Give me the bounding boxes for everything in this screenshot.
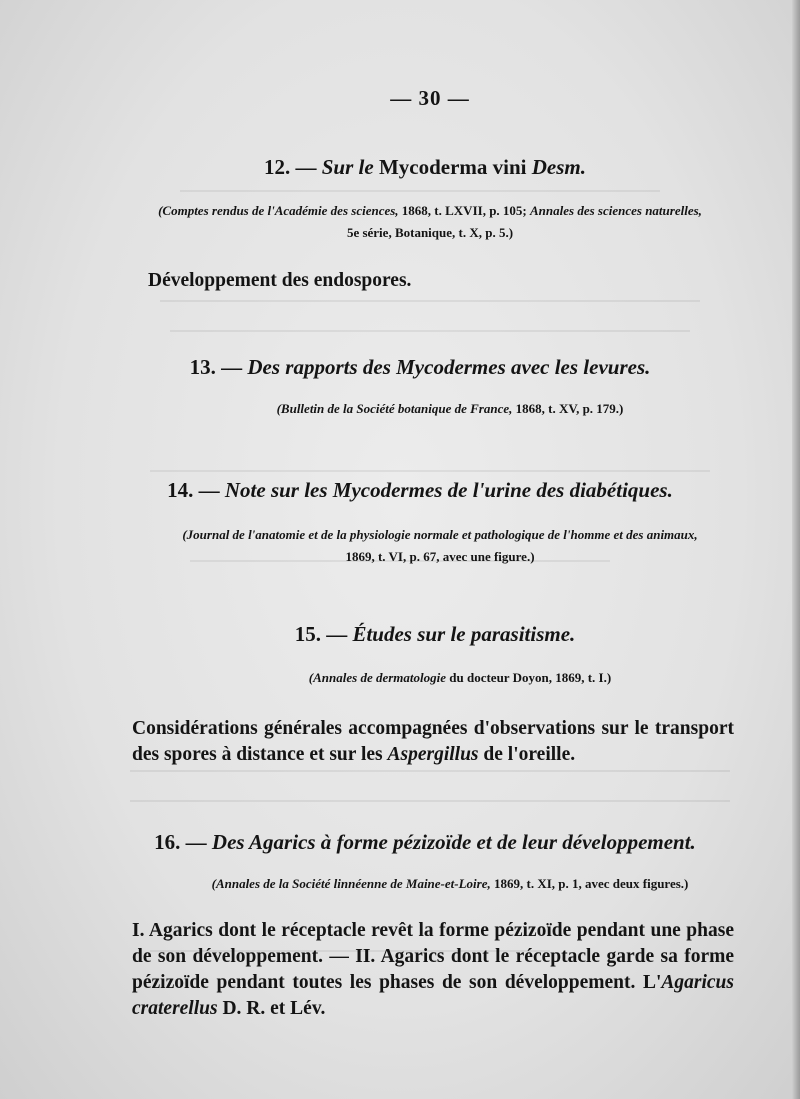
entry-16-title: 16. — Des Agarics à forme pézizoïde et de leur développement. bbox=[154, 830, 696, 854]
entry-16-citation: (Annales de la Société linnéenne de Maine-et-Loire, 1869, t. XI, p. 1, avec deux figures.) bbox=[211, 876, 689, 891]
entry-12-description: Développement des endospores. bbox=[148, 270, 412, 291]
page-edge-shadow bbox=[792, 0, 800, 1099]
page-number: — 30 — bbox=[390, 86, 470, 110]
entry-15-title: 15. — Études sur le parasitisme. bbox=[294, 622, 576, 646]
entry-15-citation: (Annales de dermatologie du docteur Doyon, 1869, t. I.) bbox=[308, 670, 612, 685]
entry-13-citation: (Bulletin de la Société botanique de France, 1868, t. XV, p. 179.) bbox=[276, 401, 624, 416]
entry-15-description: Considérations générales accompagnées d'observations sur le transport des spores à distance et sur les Aspergillus de l'oreille. bbox=[132, 718, 734, 765]
entry-12-title: 12. — Sur le Mycoderma vini Desm. bbox=[264, 155, 586, 179]
entry-14-title: 14. — Note sur les Mycodermes de l'urine des diabétiques. bbox=[167, 478, 673, 502]
entry-13-title: 13. — Des rapports des Mycodermes avec les levures. bbox=[189, 355, 651, 379]
entry-14-citation: (Journal de l'anatomie et de la physiologie normale et pathologique de l'homme et des animaux, 1869, t. VI, p. 67, avec une figure.) bbox=[182, 527, 698, 564]
entry-16-description: I. Agarics dont le réceptacle revêt la forme pézizoïde pendant une phase de son développement. — II. Agarics dont le réceptacle garde sa forme pézizoïde pendant toutes les phases de son développement. L'Agaricus craterellus D. R. et Lév. bbox=[132, 920, 734, 1019]
entry-12-citation: (Comptes rendus de l'Académie des sciences, 1868, t. LXVII, p. 105; Annales des sciences naturelles, 5e série, Botanique, t. X, p. 5.) bbox=[158, 203, 702, 240]
